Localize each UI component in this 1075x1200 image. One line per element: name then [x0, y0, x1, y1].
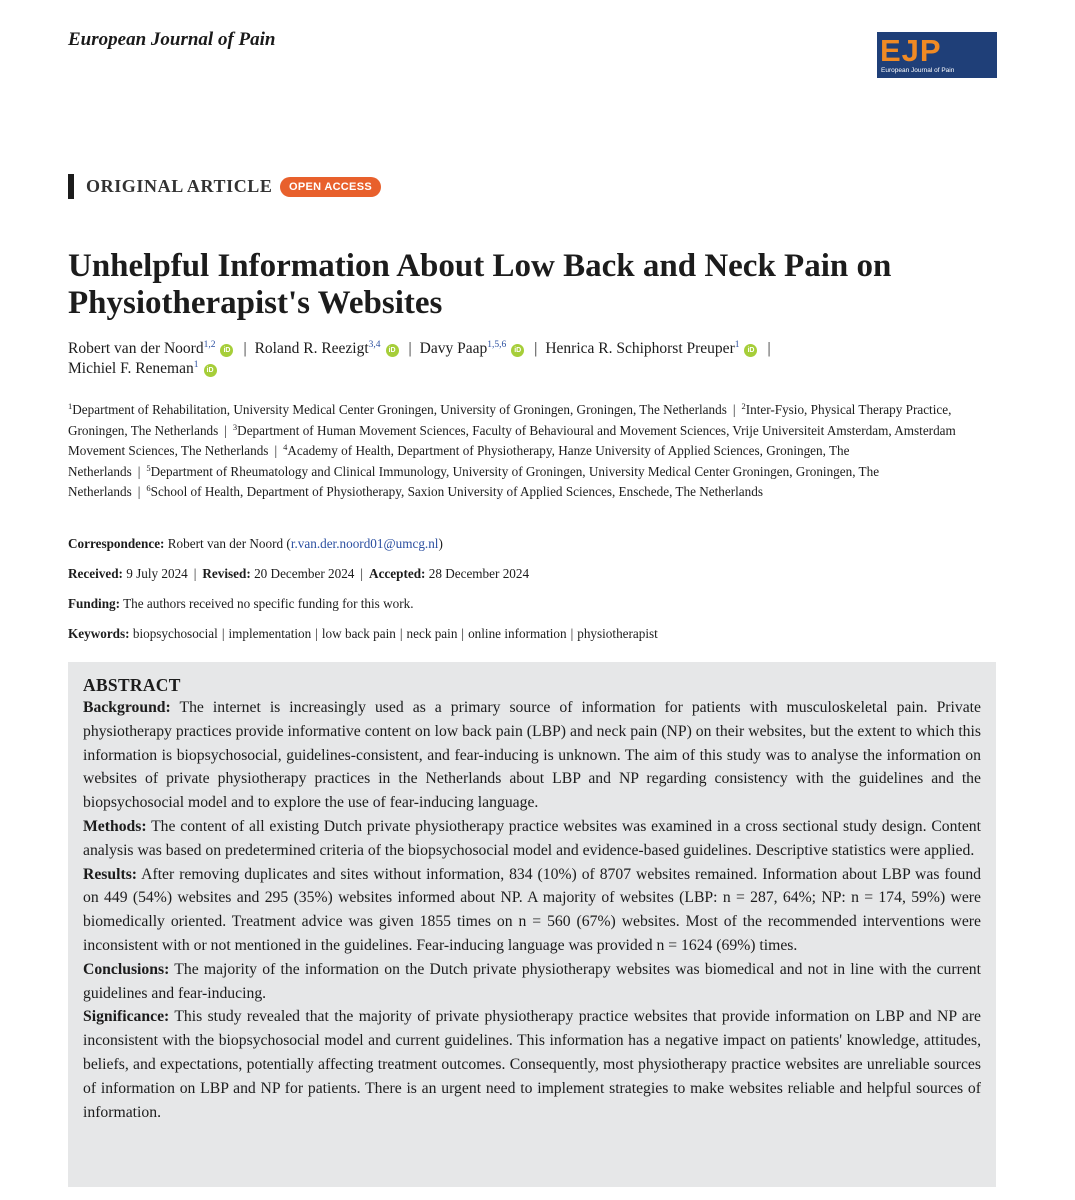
keyword-separator: | [315, 626, 318, 641]
article-dates [68, 566, 529, 582]
author-affiliation-ref: 1,2 [203, 340, 216, 350]
affiliation-number: 2 [741, 401, 746, 411]
logo-mark: EJP [880, 33, 942, 68]
affiliation-number: 4 [283, 442, 288, 452]
article-title: Unhelpful Information About Low Back and Neck Pain on Physiotherapist's Websites [68, 248, 892, 321]
author-name: Michiel F. Reneman [68, 360, 194, 377]
abstract-section-label: Methods: [83, 817, 147, 835]
affiliation-number: 6 [146, 483, 151, 493]
affiliation-number: 1 [68, 401, 73, 411]
affiliation [68, 402, 727, 417]
abstract-heading: ABSTRACT [83, 675, 181, 695]
author[interactable] [68, 340, 233, 357]
funding [68, 596, 414, 612]
abstract-section-text: This study revealed that the majority of private physiotherapy practice websites that provide information on LBP and NP are inconsistent with the biopsychosocial model and current guidelines. This information has a negative impact on patients' knowledge, attitudes, beliefs, and expectations, potentially affecting treatment outcomes. Consequently, most physiotherapy practice websites are unreliable sources of information on LBP and NP for patients. There is an urgent need to implement strategies to make websites reliable and helpful sources of information. [83, 1008, 982, 1121]
author-name: Henrica R. Schiphorst Preuper [545, 340, 735, 357]
author[interactable] [420, 340, 525, 357]
keyword-separator: | [570, 626, 574, 641]
funding-label: Funding: [68, 596, 121, 611]
abstract-section-label: Significance: [83, 1008, 170, 1026]
orcid-icon[interactable]: iD [386, 344, 399, 357]
abstract-section-label: Background: [83, 699, 171, 716]
abstract-box [68, 662, 996, 1187]
author-separator: | [534, 340, 538, 357]
keyword[interactable]: physiotherapist [577, 626, 658, 641]
revised-date: 20 December 2024 [254, 566, 355, 581]
affiliation-text: Department of Rheumatology and Clinical Immunology, University of Groningen, University Medical Center Groningen, Groningen, The Netherlands [68, 463, 880, 499]
keyword-separator: | [399, 626, 403, 641]
funding-text: The authors received no specific funding for this work. [123, 596, 414, 611]
orcid-icon[interactable]: iD [511, 344, 524, 357]
abstract-content [83, 674, 981, 1124]
affiliation-separator: | [732, 402, 736, 417]
correspondence-label: Correspondence: [68, 536, 165, 551]
abstract-results [83, 863, 981, 958]
affiliation-separator: | [137, 463, 141, 479]
journal-name: European Journal of Pain [68, 29, 276, 50]
keyword[interactable]: online information [468, 626, 567, 641]
open-access-badge: OPEN ACCESS [280, 177, 381, 197]
abstract-section-text: The content of all existing Dutch private physiotherapy practice websites was examined in a cross sectional study design. Content analysis was based on predetermined criteria of the biopsychosocial model and evidence-based guidelines. Descriptive statistics were applied. [83, 817, 981, 859]
affiliation [146, 484, 763, 499]
affiliation-text: Inter-Fysio, Physical Therapy Practice, Groningen, The Netherlands [68, 402, 952, 438]
abstract-section-text: The majority of the information on the Dutch private physiotherapy websites was biomedical and not in line with the current guidelines and fear-inducing. [83, 960, 982, 1002]
keyword-separator: | [221, 626, 225, 641]
affiliation-text: Academy of Health, Department of Physiotherapy, Hanze University of Applied Sciences, Groningen, The Netherlands [68, 443, 850, 479]
affiliation-list [68, 400, 980, 503]
orcid-icon[interactable]: iD [220, 344, 233, 357]
accepted-label: Accepted: [369, 566, 426, 581]
abstract-conclusions [83, 958, 981, 1006]
affiliation-text: Department of Rehabilitation, University Medical Center Groningen, University of Groningen, Groningen, The Netherlands [72, 402, 727, 417]
affiliation-separator: | [137, 484, 141, 499]
article-type-marker [68, 174, 74, 199]
date-separator: | [360, 566, 364, 581]
author-affiliation-ref: 1 [193, 360, 199, 370]
author[interactable] [68, 360, 217, 377]
article-type: ORIGINAL ARTICLE [86, 176, 273, 196]
received-label: Received: [68, 566, 123, 581]
keywords-label: Keywords: [68, 626, 130, 641]
affiliation-separator: | [274, 443, 278, 458]
orcid-icon[interactable]: iD [204, 364, 217, 377]
keyword[interactable]: neck pain [406, 626, 458, 641]
author-name: Robert van der Noord [68, 340, 204, 357]
keywords [68, 626, 658, 642]
date-separator: | [193, 566, 197, 581]
author-separator: | [408, 340, 412, 357]
correspondence: Correspondence: Robert van der Noord (r.van.der.noord01@umcg.nl) [68, 536, 443, 551]
author[interactable] [255, 340, 399, 357]
orcid-icon[interactable]: iD [744, 344, 757, 357]
keyword[interactable]: low back pain [321, 626, 396, 641]
keyword[interactable]: biopsychosocial [132, 626, 218, 641]
abstract-section-label: Results: [83, 865, 138, 883]
keyword[interactable]: implementation [228, 626, 312, 641]
abstract-section-text: After removing duplicates and sites without information, 834 (10%) of 8707 websites remained. Information about LBP was found on 449 (54%) websites and 295 (35%) websites informed about NP. A majority of websites (LBP: n = 287, 64%; NP: n = 174, 59%) were biomedically oriented. Treatment advice was given 1855 times on n = 560 (67%) websites. Most of the recommended interventions were inconsistent with or not mentioned in the guidelines. Fear-inducing language was provided n = 1624 (69%) times. [83, 865, 982, 954]
author[interactable] [545, 340, 757, 357]
accepted-date: 28 December 2024 [428, 566, 530, 581]
author-name: Davy Paap [419, 340, 488, 357]
author-separator: | [243, 340, 247, 357]
author-name: Roland R. Reezigt [254, 340, 369, 357]
keyword-separator: | [461, 626, 465, 641]
abstract-section-label: Conclusions: [83, 960, 170, 978]
affiliation-separator: | [224, 422, 227, 438]
affiliation-number: 3 [232, 421, 238, 432]
abstract-significance [83, 1005, 981, 1124]
author-list [68, 339, 978, 379]
abstract-methods [83, 815, 981, 863]
revised-label: Revised: [202, 566, 251, 581]
author-affiliation-ref: 1,5,6 [487, 340, 507, 350]
abstract-section-text: The internet is increasingly used as a primary source of information for patients with musculoskeletal pain. Private physiotherapy practices provide informative content on low back pain (LBP) and neck pain (NP) on their websites, but the extent to which this information is biopsychosocial, guidelines-consistent, and fear-inducing is unknown. The aim of this study was to analyse the information on websites of private physiotherapy practices in the Netherlands about LBP and NP regarding consistency with the guidelines and the biopsychosocial model and to explore the use of fear-inducing language. [83, 699, 981, 812]
abstract-background [83, 696, 981, 815]
logo-text: European Journal of Pain [881, 67, 955, 74]
correspondence-email-link[interactable]: r.van.der.noord01@umcg.nl [290, 536, 439, 551]
journal-logo[interactable] [877, 32, 997, 78]
author-separator: | [767, 340, 771, 357]
author-affiliation-ref: 3,4 [368, 340, 381, 350]
affiliation-number: 5 [146, 462, 151, 473]
correspondence-name: Robert van der Noord [167, 536, 284, 551]
affiliation-text: School of Health, Department of Physiotherapy, Saxion University of Applied Sciences, Enschede, The Netherlands [150, 484, 763, 499]
affiliation-text: Department of Human Movement Sciences, Faculty of Behavioural and Movement Sciences, Vrije Universiteit Amsterdam, Amsterdam Movement Sciences, The Netherlands [68, 422, 956, 458]
received-date: 9 July 2024 [126, 566, 188, 581]
author-affiliation-ref: 1 [734, 340, 740, 350]
